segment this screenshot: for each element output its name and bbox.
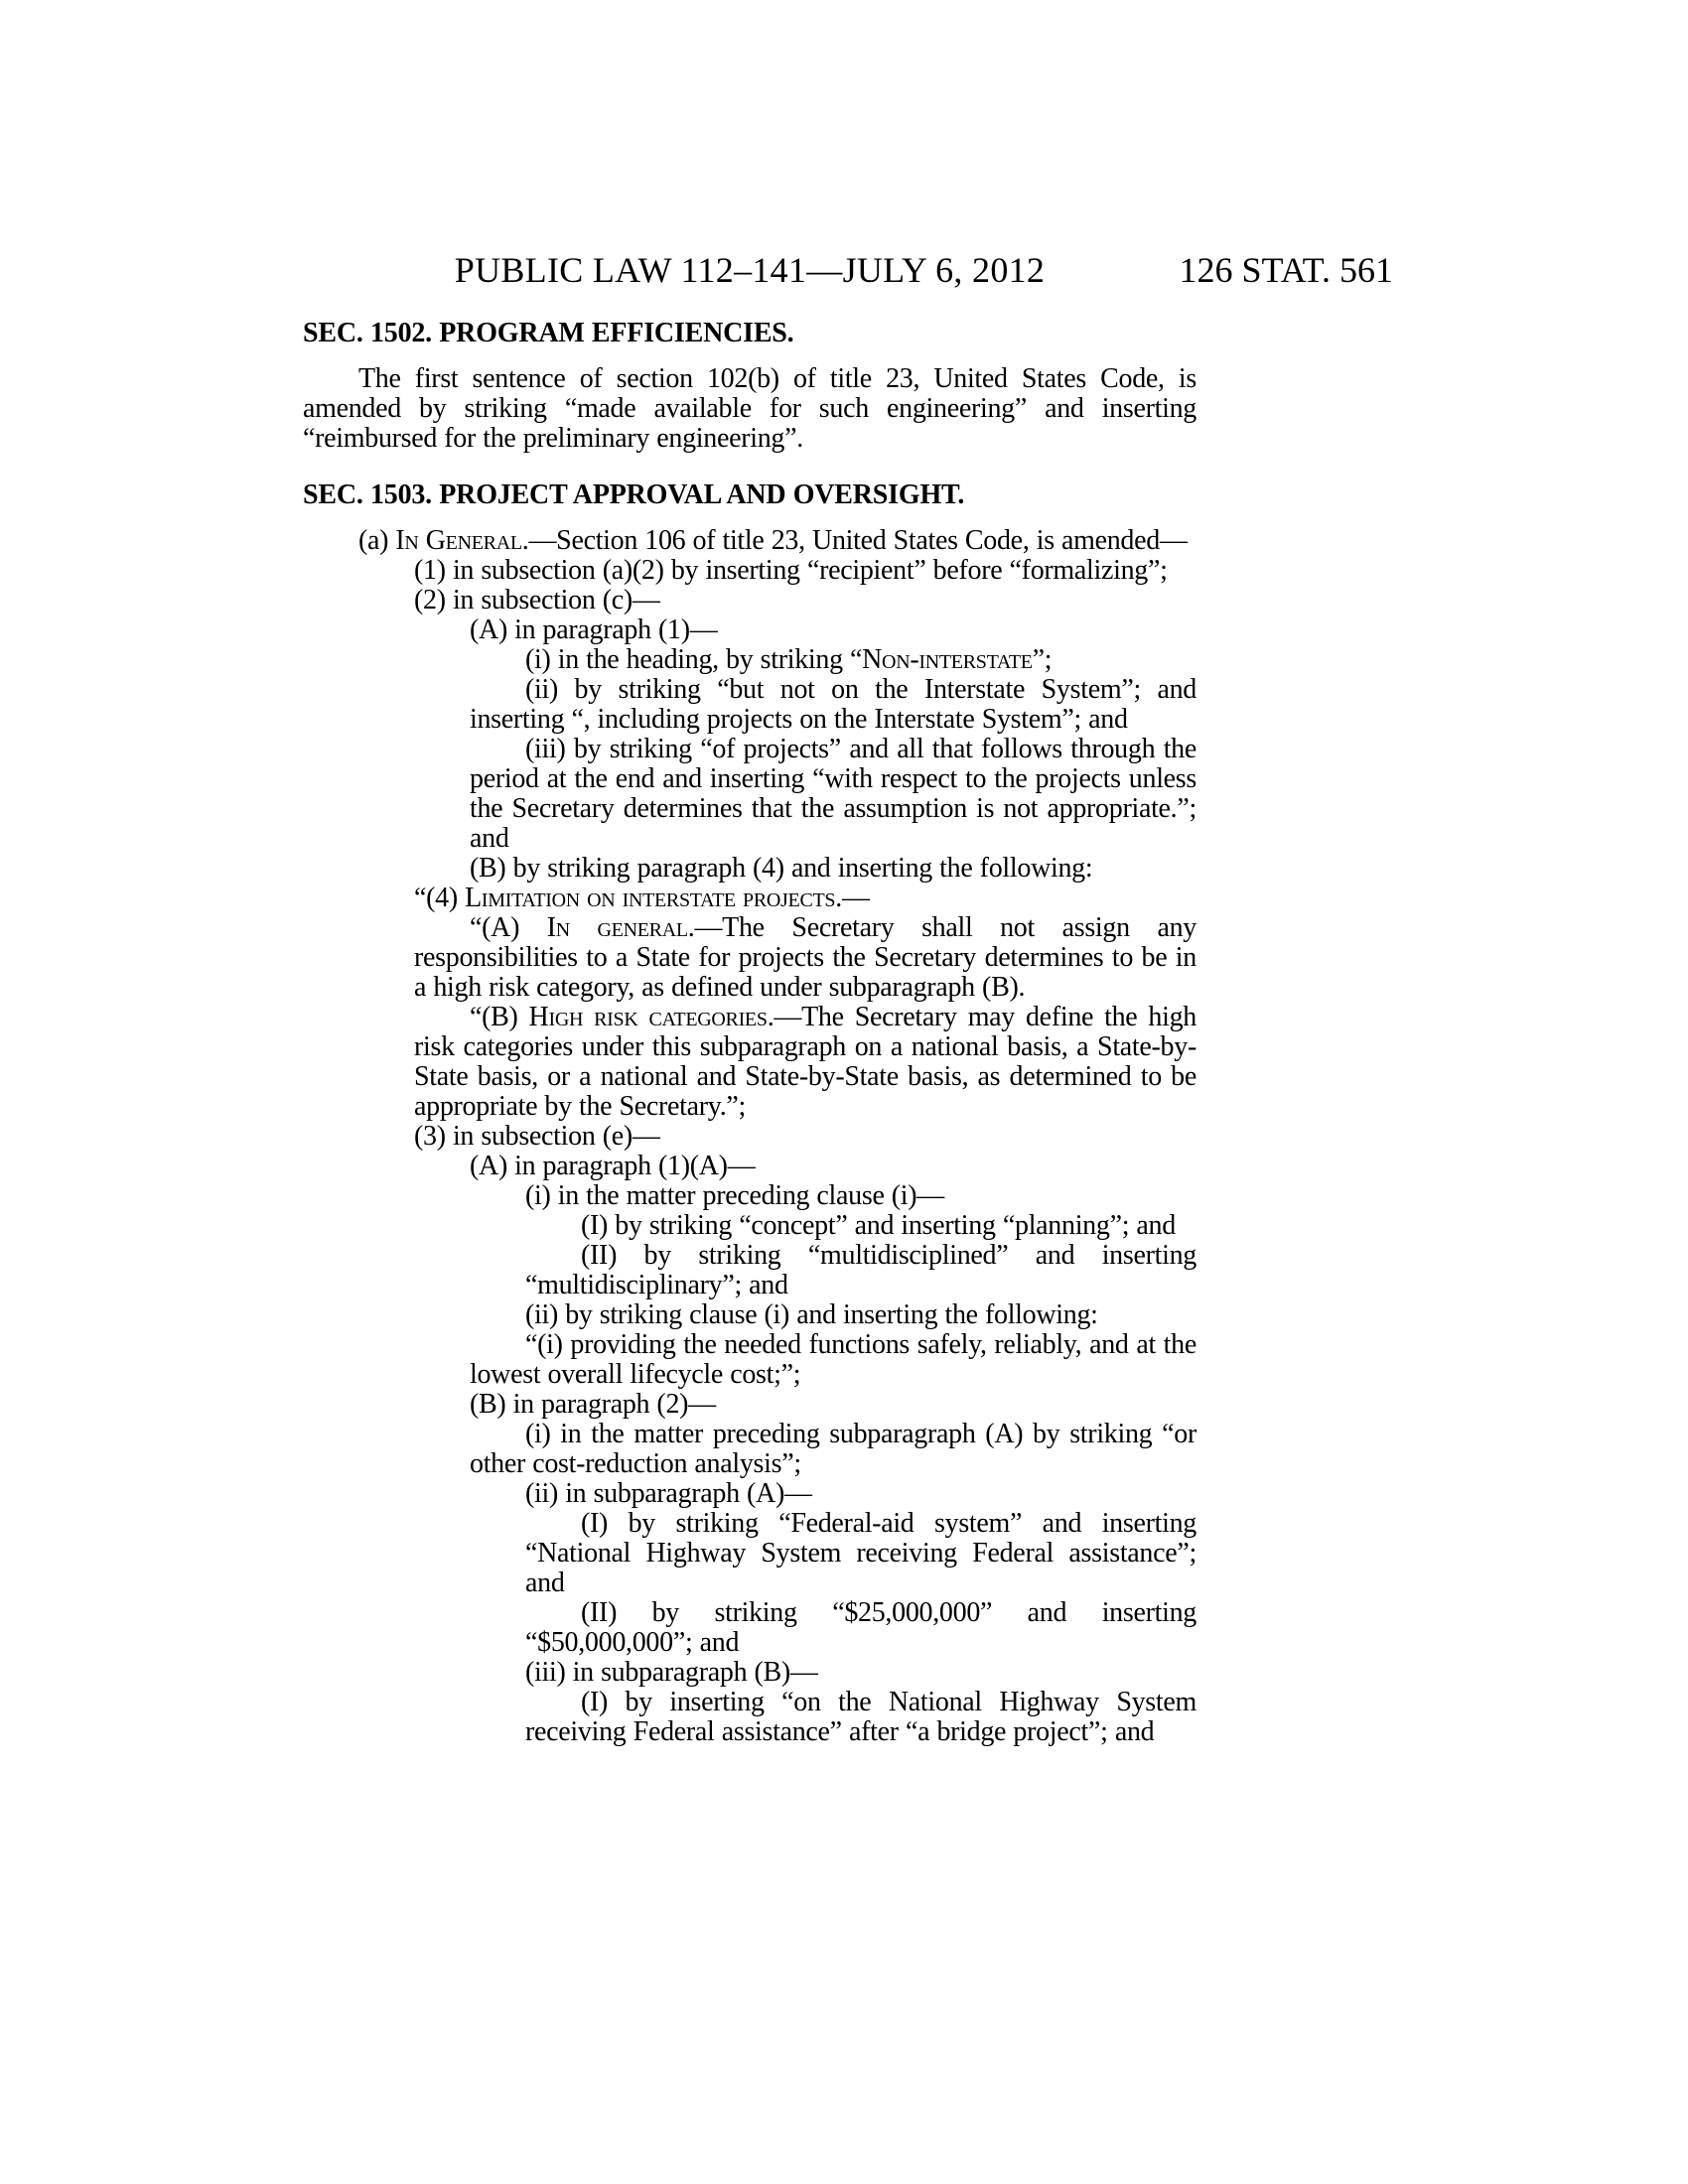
statute-paragraph xyxy=(303,1658,1196,1688)
statute-paragraph xyxy=(303,615,1196,645)
smallcaps-term: Limitation on interstate projects xyxy=(465,883,836,913)
smallcaps-term: In general xyxy=(546,912,688,943)
smallcaps-term: Non-interstate xyxy=(862,644,1033,675)
text-run: (A) in paragraph (1)(A)— xyxy=(470,1151,756,1181)
statute-paragraph xyxy=(303,1330,1196,1390)
text-run: .— xyxy=(835,883,870,913)
statute-paragraph xyxy=(303,735,1196,854)
text-run: (a) xyxy=(358,525,396,556)
text-run: (II) by striking “multidisciplined” and inserting “multidisciplinary”; and xyxy=(525,1240,1196,1300)
text-run: (iii) in subparagraph (B)— xyxy=(525,1657,818,1688)
statute-paragraph xyxy=(303,884,1196,913)
smallcaps-term: In General xyxy=(395,525,522,556)
text-run: (I) by striking “concept” and inserting “planning”; and xyxy=(581,1210,1176,1241)
text-run: (ii) by striking clause (i) and inserting the following: xyxy=(525,1299,1098,1330)
section-heading: SEC. 1502. PROGRAM EFFICIENCIES. xyxy=(303,318,794,348)
text-run: (B) by striking paragraph (4) and inserting the following: xyxy=(470,853,1093,884)
statute-paragraph xyxy=(303,1390,1196,1420)
running-header xyxy=(303,250,1393,290)
statute-paragraph xyxy=(303,364,1196,454)
statute-paragraph xyxy=(303,1420,1196,1479)
text-run: (B) in paragraph (2)— xyxy=(470,1389,716,1420)
statute-paragraph xyxy=(303,1152,1196,1181)
statute-body xyxy=(303,318,1196,1747)
section-heading: SEC. 1503. PROJECT APPROVAL AND OVERSIGHT. xyxy=(303,479,965,510)
text-run: ”; xyxy=(1032,644,1053,675)
statute-paragraph xyxy=(303,526,1196,556)
statute-paragraph xyxy=(303,645,1196,675)
statute-paragraph xyxy=(303,1241,1196,1300)
text-run: “(i) providing the needed functions safely, reliably, and at the lowest overall lifecycle cost;”; xyxy=(470,1329,1196,1390)
smallcaps-term: High risk categories xyxy=(528,1002,768,1032)
text-run: .—The Secretary shall not assign any responsibilities to a State for projects the Secretary determines to be in a high risk category, as defined under subparagraph (B). xyxy=(414,912,1196,1003)
text-run: “(A) xyxy=(470,912,547,943)
statute-paragraph xyxy=(303,1688,1196,1747)
stat-page-number: 126 STAT. 561 xyxy=(1179,250,1393,290)
statute-paragraph xyxy=(303,586,1196,615)
text-run: (A) in paragraph (1)— xyxy=(470,614,718,645)
statute-paragraph xyxy=(303,1181,1196,1211)
text-run: .—Section 106 of title 23, United States Code, is amended— xyxy=(521,525,1188,556)
text-run: (I) by inserting “on the National Highway System receiving Federal assistance” after “a bridge project”; and xyxy=(525,1687,1196,1747)
text-run: .—The Secretary may define the high risk categories under this subparagraph on a national basis, a State-by-State basis, or a national and State-by-State basis, as determined to be appropriate by the Secretary.”; xyxy=(414,1002,1196,1122)
statute-paragraph xyxy=(303,854,1196,884)
running-header-title: PUBLIC LAW 112–141—JULY 6, 2012 xyxy=(454,250,1046,290)
statute-paragraph xyxy=(303,1509,1196,1598)
text-run: (i) in the heading, by striking “ xyxy=(525,644,863,675)
text-run: (II) by striking “$25,000,000” and inserting “$50,000,000”; and xyxy=(525,1597,1196,1658)
statute-paragraph xyxy=(303,913,1196,1003)
text-run: (iii) by striking “of projects” and all that follows through the period at the end and inserting “with respect to the projects unless the Secretary determines that the assumption is not appropriate.”; and xyxy=(470,734,1196,854)
text-run: (3) in subsection (e)— xyxy=(414,1121,660,1152)
text-run: (ii) in subparagraph (A)— xyxy=(525,1478,812,1509)
text-run: (1) in subsection (a)(2) by inserting “recipient” before “formalizing”; xyxy=(414,555,1168,586)
statute-paragraph xyxy=(303,675,1196,735)
text-run: “(B) xyxy=(470,1002,529,1032)
statute-paragraph xyxy=(303,1211,1196,1241)
text-run: (2) in subsection (c)— xyxy=(414,585,660,615)
text-run: (i) in the matter preceding clause (i)— xyxy=(525,1180,945,1211)
text-run: The first sentence of section 102(b) of title 23, United States Code, is amended by striking “made available for such engineering” and inserting “reimbursed for the preliminary engineering”. xyxy=(303,363,1196,454)
statute-paragraph xyxy=(303,1003,1196,1122)
statute-paragraph xyxy=(303,1122,1196,1152)
text-run: (ii) by striking “but not on the Interstate System”; and inserting “, including projects on the Interstate System”; and xyxy=(470,674,1196,735)
statute-paragraph xyxy=(303,556,1196,586)
statute-paragraph xyxy=(303,1300,1196,1330)
text-run: “(4) xyxy=(414,883,466,913)
statute-paragraph xyxy=(303,1479,1196,1509)
statute-paragraph xyxy=(303,1598,1196,1658)
text-run: (i) in the matter preceding subparagraph (A) by striking “or other cost-reduction analysis”; xyxy=(470,1419,1196,1479)
text-run: (I) by striking “Federal-aid system” and inserting “National Highway System receiving Federal assistance”; and xyxy=(525,1508,1196,1598)
